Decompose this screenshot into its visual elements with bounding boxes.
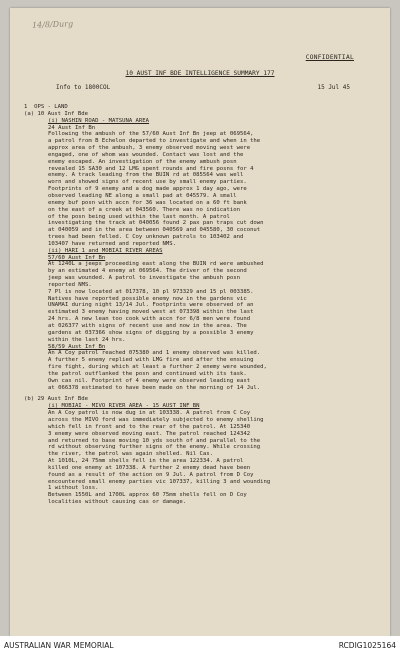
text-line: the river, the patrol was again shelled. Nil Cas. [48,451,214,458]
handwritten-note: 14/8/Durg [31,19,74,30]
text-line: at 066378 estimated to have been made on the morning of 14 Jul. [48,384,261,391]
text-line: enemy. A track leading from the BUIN rd at 085564 was well [48,172,244,179]
document-title: 10 AUST INF BDE INTELLIGENCE SUMMARY 177 [125,70,275,77]
confidential-marking: CONFIDENTIAL [305,54,354,61]
text-line: At 1010L, 24 75mm shells fell in the area 122334. A patrol [48,458,244,465]
text-line: 24 hrs. A new lean too cook with accn for 6/8 men were found [48,316,251,323]
text-line: An A Coy patrol reached 075380 and 1 enemy observed was killed. [48,350,261,357]
subsection-heading-a: (a) 10 Aust Inf Bde [24,110,88,117]
text-line: Natives have reported possible enemy now in the gardens vic [48,295,247,302]
text-line: reported NMS. [48,281,92,288]
block2-unit: 57/60 Aust Inf Bn [48,254,106,261]
text-line: Footprints of 9 enemy and a dog made approx 1 day ago, were [48,186,247,193]
text-line: at 026377 with signs of recent use and now in the area. The [48,323,247,329]
block3-unit: 58/59 Aust Inf Bn [48,343,106,350]
text-line: across the MIVO ford was immediately subjected to enemy shelling [48,416,264,423]
block1-text [24,131,380,247]
text-line: enemy buf posn with accn for 36 was located on a 60 ft bank [48,199,247,206]
text-line: fire fight, during which at least a further 2 enemy were wounded, [48,364,267,371]
text-line: of the posn being used within the last month. A patrol [48,213,230,220]
text-line: at 040059 and in the area between 040569 and 045580, 30 coconut [48,227,261,234]
block3-text [24,350,380,391]
info-recipient: Info to 1800COL [56,84,111,91]
text-line: investigating the track at 040056 found 2 pax pan traps cut down [48,220,264,227]
block2-text [24,261,380,343]
subsection-heading-b: (b) 29 Aust Inf Bde [24,396,88,403]
text-line: engaged, one of whom was wounded. Contact was lost and the [48,151,244,158]
text-line: the patrol outflanked the posn and continued with its task. [48,370,247,377]
footer-reference: RCDIG1025164 [338,640,396,650]
text-line: Following the ambush of the 57/60 Aust Inf Bn jeep at 069564, [48,131,254,138]
text-line: revealed 15 SA30 and 12 LMG spent rounds and fire posns for 4 [48,165,254,172]
text-line: 7 Pl is now located at 017378, 10 pl 973329 and 15 pl 003385. [48,288,254,295]
text-line: 3 enemy were observed moving east. The patrol reached 124342 [48,430,251,437]
text-line: At 1240L a jeeps proceeding east along the BUIN rd were ambushed [48,261,264,268]
footer-source: AUSTRALIAN WAR MEMORIAL [4,640,114,650]
block2-heading: (ii) HARI 1 and MOBIAI RIVER AREAS [48,247,163,254]
text-line: Between 1550L and 1700L approx 60 75mm shells fell on D Coy [48,492,247,499]
text-line: encountered small enemy parties vic 107337, killing 3 and wounding [48,478,271,485]
text-line: localities without causing cas or damage. [48,499,187,506]
block4-heading: (i) MOBIAI - MIVO RIVER AREA - 15 AUST INF BN [48,403,200,410]
text-line: 1 without loss. [48,485,99,492]
text-line: An A Coy patrol is now dug in at 103338. A patrol from C Coy [48,410,251,417]
text-line: within the last 24 hrs. [48,336,126,343]
text-line: observed leading NE along a small pad at 045579. A small [48,192,237,199]
text-line: a patrol from B Echelon departed to investigate and when in the [48,138,261,145]
text-line: trees had been felled. C Coy unknown patrols to 103402 and [48,234,244,241]
text-line: and returned to base moving 10 yds south of and parallel to the [48,437,261,444]
document-body [24,104,380,506]
block1-heading: (i) NASHIN ROAD - MATSUNA AREA [48,117,150,124]
document-page [10,8,390,636]
text-line: killed one enemy at 107338. A further 2 enemy dead have been [48,464,251,471]
section-heading: 1 OPS - LAND [24,104,68,110]
text-line: UNAMAI during night 13/14 Jul. Footprints were observed of an [48,302,254,309]
block1-unit: 24 Aust Inf Bn [48,124,96,131]
block4-text [24,410,380,506]
text-line: gardens at 037366 show signs of digging by a possible 3 enemy [48,329,254,336]
archive-footer [0,636,400,654]
text-line: which fell in front and to the rear of the patrol. At 125340 [48,423,251,430]
text-line: Own cas nil. Footprint of 4 enemy were observed leading east [48,377,251,384]
document-date: 15 Jul 45 [317,84,350,91]
text-line: worn and showed signs of recent use by small enemy parties. [48,179,247,186]
text-line: jeep was wounded. A patrol to investigate the ambush posn [48,275,240,282]
text-line: enemy escaped. An investigation of the enemy ambush posn [48,158,237,165]
text-line: approx area of the ambush, 3 enemy observed moving west were [48,145,251,152]
text-line: A further 5 enemy replied with LMG fire and after the ensuing [48,357,254,364]
text-line: found as a result of the action on 9 Jul. A patrol from D Coy [48,471,254,478]
text-line: estimated 3 enemy having moved west at 073398 within the last [48,309,254,316]
text-line: rd without observing further signs of the enemy. While crossing [48,444,261,451]
text-line: on the east of a creek at 043560. There was no indication [48,206,240,213]
text-line: 103407 have returned and reported NMS. [48,240,176,247]
info-line [56,84,350,91]
text-line: by an estimated 4 enemy at 069564. The driver of the second [48,268,247,275]
